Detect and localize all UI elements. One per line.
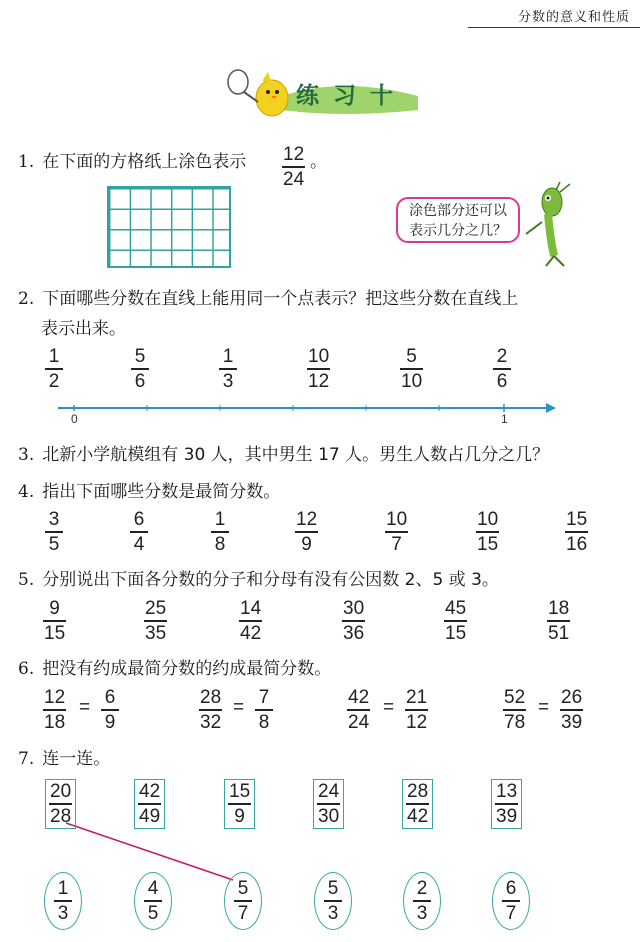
match-bottom-oval[interactable] bbox=[134, 872, 172, 930]
question-2-line-2: 表示出来。 bbox=[41, 319, 126, 339]
denominator: 9 bbox=[104, 711, 116, 733]
numerator: 26 bbox=[561, 687, 583, 708]
equals-sign: = bbox=[383, 697, 395, 718]
denominator: 16 bbox=[566, 533, 588, 555]
denominator: 7 bbox=[505, 902, 517, 924]
bubble-line-2: 表示几分之几？ bbox=[409, 223, 507, 239]
numerator: 24 bbox=[318, 781, 340, 802]
denominator: 30 bbox=[318, 805, 340, 827]
match-bottom-oval[interactable] bbox=[403, 872, 441, 930]
numerator: 7 bbox=[258, 687, 270, 708]
denominator: 7 bbox=[237, 902, 249, 924]
axis-label-1: 1 bbox=[501, 412, 508, 426]
equals-sign: = bbox=[233, 697, 245, 718]
numerator: 12 bbox=[44, 687, 66, 708]
denominator: 5 bbox=[147, 902, 159, 924]
numerator: 5 bbox=[134, 346, 146, 367]
denominator: 2 bbox=[48, 370, 60, 392]
numerator: 28 bbox=[407, 781, 429, 802]
question-text: 指出下面哪些分数是最简分数。 bbox=[42, 482, 281, 502]
denominator: 78 bbox=[504, 711, 526, 733]
match-bottom-oval[interactable] bbox=[224, 872, 262, 930]
numerator: 45 bbox=[445, 598, 467, 619]
numerator: 28 bbox=[200, 687, 222, 708]
match-top-card[interactable] bbox=[402, 779, 433, 829]
denominator: 3 bbox=[416, 902, 428, 924]
equals-sign: = bbox=[79, 697, 91, 718]
bubble-line-1: 涂色部分还可以 bbox=[409, 203, 507, 219]
numerator: 4 bbox=[147, 878, 159, 899]
match-top-card[interactable] bbox=[224, 779, 255, 829]
numerator: 3 bbox=[48, 509, 60, 530]
denominator: 42 bbox=[240, 622, 262, 644]
numerator: 6 bbox=[133, 509, 145, 530]
question-number: 5. bbox=[18, 570, 35, 590]
numerator: 5 bbox=[327, 878, 339, 899]
numerator: 25 bbox=[145, 598, 167, 619]
question-number: 4. bbox=[18, 482, 35, 502]
denominator: 7 bbox=[391, 533, 402, 555]
numerator: 5 bbox=[237, 878, 249, 899]
denominator: 3 bbox=[222, 370, 234, 392]
question-number: 3. bbox=[18, 445, 35, 465]
numerator: 1 bbox=[57, 878, 69, 899]
denominator: 10 bbox=[401, 370, 423, 392]
denominator: 15 bbox=[445, 622, 467, 644]
page-title: 练习十 bbox=[296, 83, 407, 109]
numerator: 2 bbox=[416, 878, 428, 899]
denominator: 12 bbox=[406, 711, 428, 733]
question-number: 2. bbox=[18, 289, 35, 309]
denominator: 9 bbox=[234, 805, 245, 827]
question-number: 7. bbox=[18, 749, 35, 769]
denominator: 3 bbox=[327, 902, 339, 924]
denominator: 5 bbox=[48, 533, 60, 555]
numerator: 18 bbox=[548, 598, 570, 619]
numerator: 12 bbox=[296, 509, 318, 530]
numerator: 6 bbox=[104, 687, 116, 708]
denominator: 36 bbox=[343, 622, 365, 644]
match-bottom-oval[interactable] bbox=[44, 872, 82, 930]
denominator: 8 bbox=[214, 533, 226, 555]
denominator: 15 bbox=[44, 622, 66, 644]
chapter-title: 分数的意义和性质 bbox=[517, 10, 630, 25]
match-top-card[interactable] bbox=[45, 779, 76, 829]
denominator: 39 bbox=[496, 805, 518, 827]
match-top-card[interactable] bbox=[491, 779, 522, 829]
denominator: 6 bbox=[134, 370, 146, 392]
match-top-card[interactable] bbox=[313, 779, 344, 829]
numerator: 42 bbox=[139, 781, 161, 802]
numerator: 6 bbox=[505, 878, 517, 899]
denominator: 28 bbox=[50, 805, 72, 827]
denominator: 42 bbox=[407, 805, 429, 827]
question-text: 下面哪些分数在直线上能用同一个点表示？把这些分数在直线上 bbox=[42, 289, 519, 309]
numerator: 1 bbox=[214, 509, 226, 530]
numerator: 30 bbox=[343, 598, 365, 619]
denominator: 32 bbox=[200, 711, 222, 733]
denominator: 6 bbox=[496, 370, 508, 392]
question-text: 把没有约成最简分数的约成最简分数。 bbox=[42, 659, 332, 679]
numerator: 14 bbox=[240, 598, 262, 619]
denominator: 35 bbox=[145, 622, 167, 644]
numerator: 1 bbox=[222, 346, 234, 367]
match-top-card[interactable] bbox=[134, 779, 165, 829]
denominator: 4 bbox=[133, 533, 145, 555]
denominator: 9 bbox=[301, 533, 312, 555]
denominator: 24 bbox=[348, 711, 370, 733]
numerator: 13 bbox=[496, 781, 518, 802]
numerator: 52 bbox=[504, 687, 526, 708]
denominator: 8 bbox=[258, 711, 270, 733]
denominator: 3 bbox=[57, 902, 69, 924]
denominator: 49 bbox=[139, 805, 161, 827]
denominator: 39 bbox=[561, 711, 583, 733]
denominator: 24 bbox=[283, 168, 305, 190]
q1-period: 。 bbox=[310, 152, 327, 172]
question-text: 在下面的方格纸上涂色表示 bbox=[42, 152, 247, 172]
denominator: 51 bbox=[548, 622, 570, 644]
question-text: 分别说出下面各分数的分子和分母有没有公因数 2、5 或 3。 bbox=[42, 570, 499, 590]
equals-sign: = bbox=[538, 697, 550, 718]
numerator: 10 bbox=[308, 346, 330, 367]
numerator: 12 bbox=[283, 144, 305, 165]
axis-label-0: 0 bbox=[71, 412, 78, 426]
numerator: 10 bbox=[477, 509, 499, 530]
numerator: 15 bbox=[229, 781, 251, 802]
numerator: 20 bbox=[50, 781, 72, 802]
numerator: 1 bbox=[48, 346, 60, 367]
numerator: 15 bbox=[566, 509, 588, 530]
question-text: 连一连。 bbox=[42, 749, 111, 769]
match-bottom-oval[interactable] bbox=[492, 872, 530, 930]
numerator: 5 bbox=[406, 346, 417, 367]
match-bottom-oval[interactable] bbox=[314, 872, 352, 930]
numerator: 2 bbox=[496, 346, 508, 367]
numerator: 10 bbox=[386, 509, 408, 530]
denominator: 15 bbox=[477, 533, 499, 555]
denominator: 12 bbox=[308, 370, 330, 392]
numerator: 42 bbox=[348, 687, 370, 708]
question-number: 1. bbox=[18, 152, 35, 172]
question-number: 6. bbox=[18, 659, 35, 679]
numerator: 9 bbox=[49, 598, 60, 619]
numerator: 21 bbox=[406, 687, 428, 708]
question-text: 北新小学航模组有 30 人，其中男生 17 人。男生人数占几分之几？ bbox=[42, 445, 550, 465]
denominator: 18 bbox=[44, 711, 66, 733]
